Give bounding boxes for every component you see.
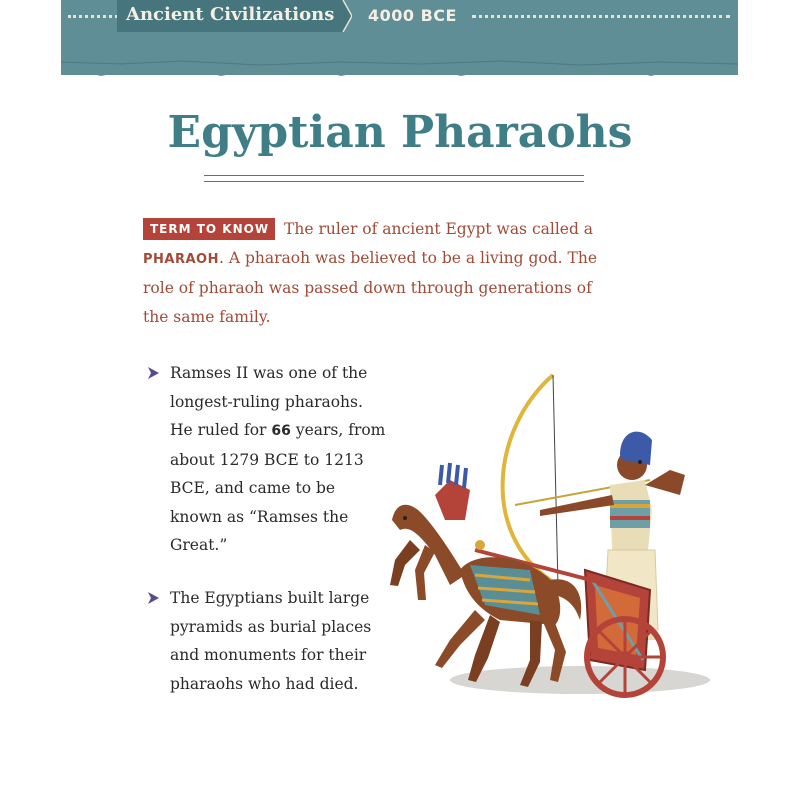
title-underline [204,175,584,176]
list-item [170,359,390,560]
term-to-know-badge: TERM TO KNOW [143,218,275,240]
term-rest: . A pharaoh was believed to be a living god. The role of pharaoh was passed down through generations of the same family. [143,248,598,326]
bullet-text: years, from about 1279 BCE to 1213 BCE, and came to be known as “Ramses the Great.” [170,421,386,554]
arrow-bullet-icon [146,366,160,380]
bullet-text: The Egyptians built large pyramids as burial places and monuments for their pharaohs who had died. [170,589,372,693]
date-label: 4000 BCE [368,6,457,25]
arrow-bullet-icon [146,591,160,605]
term-word: PHARAOH [143,251,219,267]
section-title: Ancient Civilizations [126,4,335,25]
pharaoh-chariot-illustration [380,370,710,700]
term-intro: The ruler of ancient Egypt was called a [284,220,594,238]
page-title: Egyptian Pharaohs [167,107,633,158]
banner-dots-right [472,15,730,18]
term-to-know-paragraph [143,215,613,331]
highlight-number: 66 [271,423,291,439]
bullet-text: Ramses II was one of the longest-ruling pharaohs. He ruled for [170,364,368,439]
banner-dots-left [68,15,118,18]
torn-edge-decoration [61,58,738,80]
title-underline [204,181,584,182]
list-item [170,584,390,698]
